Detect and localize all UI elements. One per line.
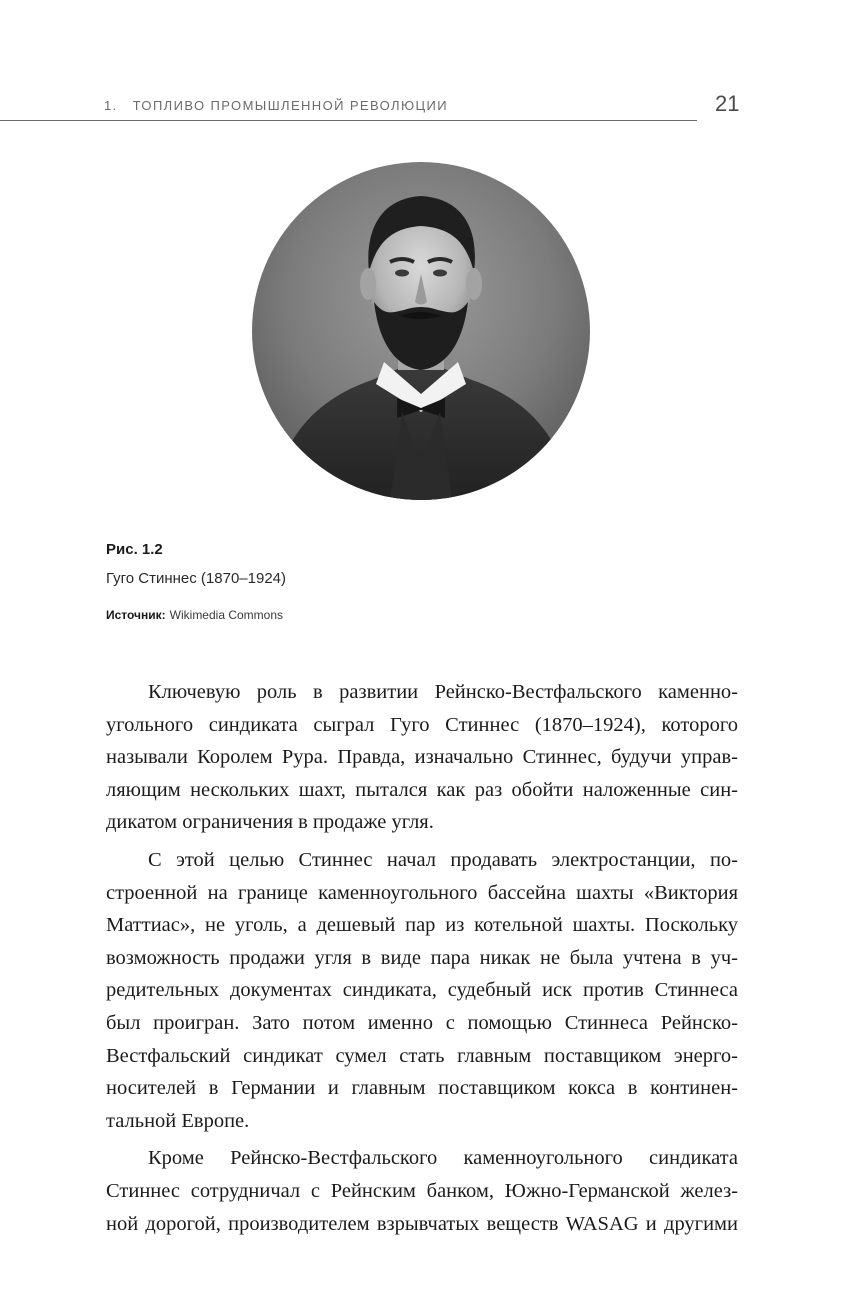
body-text <box>106 676 738 1240</box>
text-line: редительных документах синдиката, судебный иск против Стиннеса <box>106 979 738 1002</box>
header-rule <box>0 120 697 121</box>
running-head <box>104 98 448 113</box>
text-line: носителей в Германии и главным поставщиком кокса в континен- <box>106 1077 738 1100</box>
text-line: тальной Европе. <box>106 1109 250 1132</box>
portrait-photo <box>252 162 590 500</box>
chapter-number: 1. <box>104 98 118 113</box>
text-line: дикатом ограничения в продаже угля. <box>106 811 434 834</box>
chapter-title: ТОПЛИВО ПРОМЫШЛЕННОЙ РЕВОЛЮЦИИ <box>132 98 448 113</box>
source-label: Источник: <box>106 608 166 622</box>
text-line: возможность продажи угля в виде пара никак не была учтена в уч- <box>106 946 738 969</box>
text-line: Ключевую роль в развитии Рейнско-Вестфальского каменно- <box>148 681 738 703</box>
text-line: называли Королем Рура. Правда, изначально Стиннес, будучи управ- <box>106 746 738 769</box>
figure-source <box>106 608 283 622</box>
text-line: Кроме Рейнско-Вестфальского каменноугольного синдиката <box>148 1147 738 1170</box>
text-line: ляющим нескольких шахт, пытался как раз обойти наложенные син- <box>106 778 738 801</box>
figure-label: Рис. 1.2 <box>106 541 163 558</box>
paragraph-3 <box>106 1142 738 1240</box>
figure-caption: Гуго Стиннес (1870–1924) <box>106 570 286 587</box>
text-line: Вестфальский синдикат сумел стать главным поставщиком энерго- <box>106 1044 738 1067</box>
text-line: строенной на границе каменноугольного бассейна шахты «Виктория <box>106 881 738 904</box>
source-value: Wikimedia Commons <box>169 608 284 622</box>
text-line: Стиннес сотрудничал с Рейнским банком, Южно-Германской желез- <box>106 1179 738 1202</box>
text-line: Маттиас», не уголь, а дешевый пар из котельной шахты. Поскольку <box>106 914 738 937</box>
text-line: ной дорогой, производителем взрывчатых веществ WASAG и другими <box>106 1212 738 1235</box>
text-line: был проигран. Зато потом именно с помощью Стиннеса Рейнско- <box>106 1011 738 1034</box>
page-number: 21 <box>715 91 740 116</box>
text-line: С этой целью Стиннес начал продавать электростанции, по- <box>148 848 738 871</box>
text-line: угольного синдиката сыграл Гуго Стиннес (1870–1924), которого <box>106 713 738 736</box>
paragraph-1 <box>106 676 738 839</box>
paragraph-2 <box>106 844 738 1137</box>
